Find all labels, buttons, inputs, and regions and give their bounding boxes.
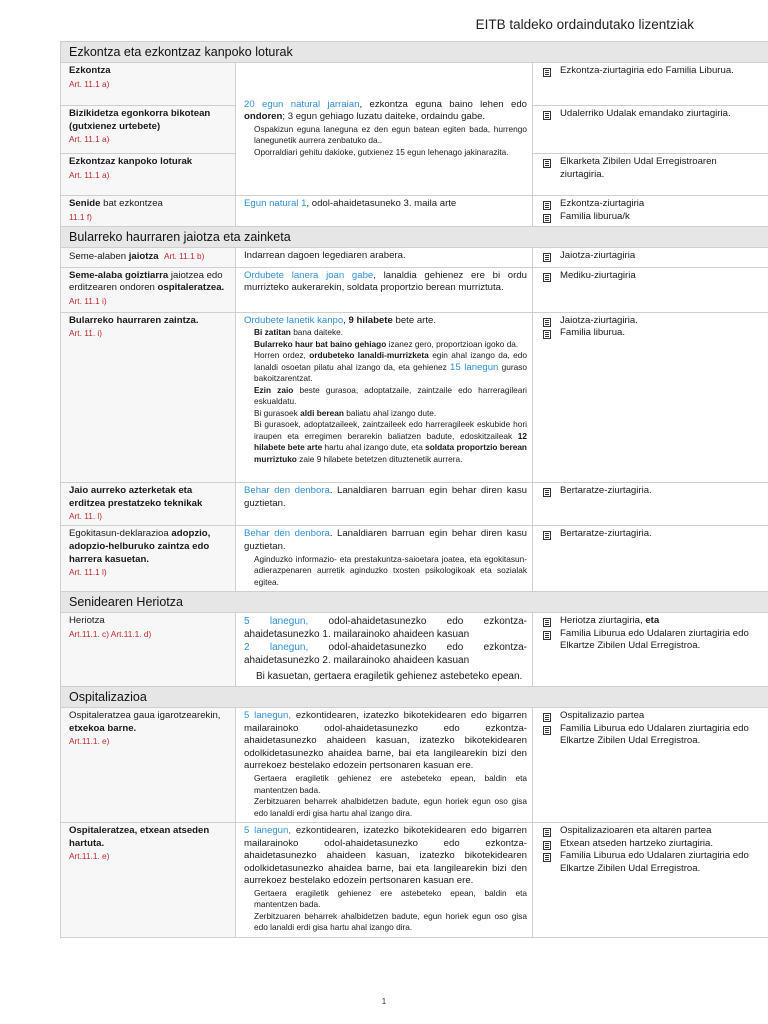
article-ref: Art. 11.1 a) <box>69 169 110 180</box>
table-row: Jaio aurreko azterketak eta erditzea prestatzeko teknikak Art. 11. l) Behar den denbora. Lanaldiaren barruan egin behar diren kasu guztietan. Bertaratze-ziurtagiria. <box>61 483 768 526</box>
document-icon <box>543 111 551 120</box>
section-birth <box>61 227 768 248</box>
section-title: Senidearen Heriotza <box>61 592 768 613</box>
document-icon <box>543 318 551 327</box>
document-item: Ezkontza-ziurtagiria edo Familia Liburua. <box>541 65 763 78</box>
duration-highlight: 2 lanegun, <box>244 642 309 654</box>
article-ref: Art. 11.1 a) <box>69 78 110 89</box>
document-item: Heriotza ziurtagiria, eta <box>541 615 763 628</box>
article-ref: 11.1 f) <box>69 211 92 222</box>
duration-highlight: 5 lanegun, <box>244 710 291 722</box>
document-item: Familia Liburua edo Udalaren ziurtagiria edo Elkartze Zibilen Udal Erregistroa. <box>541 850 763 875</box>
document-icon <box>543 253 551 262</box>
document-item: Familia Liburua edo Udalaren ziurtagiria edo Elkartze Zibilen Udal Erregistroa. <box>541 723 763 748</box>
note: Oporraldiari gehitu dakioke, gutxienez 15 egun lehenago jakinarazita. <box>254 146 509 157</box>
licenses-table <box>60 41 768 938</box>
document-item: Mediku-ziurtagiria <box>541 270 763 283</box>
article-ref: Art.11.1. e) <box>69 736 110 747</box>
row-label: Bularreko haurraren zaintza. <box>69 314 199 326</box>
article-ref: Art. 11.1 b) <box>163 251 205 262</box>
document-icon <box>543 618 551 627</box>
table-row: Ospitaleratzea gaua igarotzearekin, etxekoa barne. Art.11.1. e) 5 lanegun, ezkontidearen, izatezko bikotekidearen edo bigarren mailarainoko odol-ahaidetasunezko edo ezkontza-ahaidetasunezko ahaideen kasuan, izatezko bikotekidearen odolkidetasunezko ahaidea barne, bai eta langilearekin bizi den aurrekoez bestelako edozein pertsonaren kasuan ere. Gertaera eragiletik gehienez ere astebeteko epean, baldin eta mantentzen bada. Zerbitzuaren beharrek ahalbidetzen badute, egun horiek egun oso gisa edo lanaldi erdi gisa hartu ahal izango dira. Ospitalizazio partea Familia Liburua edo Udalaren ziurtagiria edo Elkartze Zibilen Udal Erregistroa. <box>61 708 768 823</box>
note: Aginduzko informazio- eta prestakuntza-saioetara joatea, eta egokitasun-adierazpenaren aurretik aginduzko txosten psikologikoak eta sozialak egitea. <box>254 553 527 587</box>
note: Ospakizun eguna laneguna ez den egun batean egiten bada, hurrengo lanegunetik aurrera zenbatuko da.. <box>254 123 527 146</box>
article-ref: Art.11.1. c) Art.11.1. d) <box>69 628 152 639</box>
duration-highlight: Egun natural 1 <box>244 198 307 209</box>
document-header-title: EITB taldeko ordaindutako lizentziak <box>475 17 694 32</box>
duration-highlight: Ordubete lanera joan gabe <box>244 269 374 281</box>
note: Gertaera eragiletik gehienez ere astebeteko epean, baldin eta mantentzen bada. <box>254 887 527 910</box>
duration-highlight: Ordubete lanetik kanpo <box>244 314 344 326</box>
article-ref: Art. 11.1 a) <box>69 134 110 145</box>
document-item: Familia liburua. <box>541 327 763 340</box>
table-row: Ospitaleratzea, etxean atseden hartuta. Art.11.1. e) 5 lanegun, ezkontidearen, izatezko bikotekidearen edo bigarren mailarainoko odol-ahaidetasunezko edo ezkontza-ahaidetasunezko ahaideen kasuan, izatezko bikotekidearen odolkidetasunezko ahaidea barne, bai eta langilearekin bizi den aurrekoez bestelako edozein pertsonaren kasuan ere. Gertaera eragiletik gehienez ere astebeteko epean, baldin eta mantentzen bada. Zerbitzuaren beharrek ahalbidetzen badute, egun horiek egun oso gisa edo lanaldi erdi gisa hartu ahal izango dira. Ospitalizazioaren eta altaren partea Etxean atseden hartzeko ziurtagiria. Familia Liburua edo Udalaren ziurtagiria edo Elkartze Zibilen Udal Erregistroa. <box>61 823 768 938</box>
page-number: 1 <box>381 997 387 1006</box>
section-title: Ospitalizazioa <box>61 687 768 708</box>
document-item: Bertaratze-ziurtagiria. <box>541 485 763 498</box>
document-icon <box>543 531 551 540</box>
note: Bularreko haur bat baino gehiago izanez gero, proportzioan igoko da. <box>254 338 519 349</box>
document-item: Udalerriko Udalak emandako ziurtagiria. <box>541 108 763 121</box>
note: Ezin zaio beste gurasoa, adoptatzaile, zaintzaile edo harreragileari eskualdatu. <box>254 384 528 407</box>
document-item: Ezkontza-ziurtagiria <box>541 198 763 211</box>
document-item: Jaiotza-ziurtagiria <box>541 250 763 263</box>
note: Zerbitzuaren beharrek ahalbidetzen badute, egun horiek egun oso gisa edo lanaldi erdi gisa hartu ahal izango dira. <box>254 910 527 933</box>
table-row: Egokitasun-deklarazioa adopzio, adopzio-helburuko zaintza edo harrera kasuetan. Art. 11.1 l) Behar den denbora. Lanaldiaren barruan egin behar diren kasu guztietan. Aginduzko informazio- eta prestakuntza-saioetara joatea, eta egokitasun-adierazpenaren aurretik aginduzko txosten psikologikoak eta sozialak egitea. Bertaratze-ziurtagiria. <box>61 526 768 592</box>
document-icon <box>543 330 551 339</box>
note: Bi zatitan bana daiteke. <box>254 327 344 338</box>
document-icon <box>543 713 551 722</box>
document-icon <box>543 159 551 168</box>
table-row: Heriotza Art.11.1. c) Art.11.1. d) 5 lanegun, odol-ahaidetasunezko edo ezkontza-ahaidetasunezko 1. mailarainoko ahaideen kasuan 2 lanegun, odol-ahaidetasunezko edo ezkontza-ahaidetasunezko 2. mailarainoko ahaideen kasuan Bi kasuetan, gertaera eragiletik gehienez astebeteko epean. Heriotza ziurtagiria, eta Familia Liburua edo Udalaren ziurtagiria edo Elkartze Zibilen Udal Erregistroa. <box>61 613 768 687</box>
document-item: Etxean atseden hartzeko ziurtagiria. <box>541 838 763 851</box>
document-item: Familia liburua/k <box>541 211 763 224</box>
note: Gertaera eragiletik gehienez ere astebeteko epean, baldin eta mantentzen bada. <box>254 773 527 795</box>
document-icon <box>543 214 551 223</box>
table-row: Bularreko haurraren zaintza. Art. 11. i) Ordubete lanetik kanpo, 9 hilabete bete arte. Bi zatitan bana daiteke. Bularreko haur bat baino gehiago izanez gero, proportzioan igoko da. Horren ordez, ordubeteko lanaldi-murrizketa egin ahal izango da, edo lanaldi osoetan pilatu ahal izango da, eta gehienez 15 lanegun guraso bakoitzarentzat. Ezin zaio beste gurasoa, adoptatzaile, zaintzaile edo harreragileari eskualdatu. Bi gurasoek aldi berean baliatu ahal izango dute. Bi gurasoek, adoptatzaileek, zaintzaileek edo harreragileek eskubide hori iraupen eta erregimen berarekin baliatzen badute, edoskitzaileak 12 hilabete bete arte hartu ahal izango dute, eta soldata proportzio berean murriztuko zaie 9 hilabete betetzen dituztenetik aurrera. Jaiotza-ziurtagiria. Familia liburua. <box>61 312 768 483</box>
row-label: Jaio aurreko azterketak eta erditzea prestatzeko teknikak <box>69 485 203 509</box>
row-label: Heriotza <box>69 615 105 627</box>
article-ref: Art. 11.1 l) <box>69 567 107 578</box>
table-row: Seme-alaben jaiotza Art. 11.1 b) Indarrean dagoen legediaren arabera. Jaiotza-ziurtagiria <box>61 248 768 268</box>
document-icon <box>543 488 551 497</box>
section-hospitalization <box>61 687 768 708</box>
document-item: Bertaratze-ziurtagiria. <box>541 528 763 541</box>
note: Horren ordez, ordubeteko lanaldi-murrizketa egin ahal izango da, edo lanaldi osoetan pilatu ahal izango da, eta gehienez 15 lanegun guraso bakoitzarentzat. <box>254 350 527 384</box>
document-icon <box>543 631 551 640</box>
article-ref: Art. 11. l) <box>69 511 103 522</box>
row-label: Bizikidetza egonkorra bikotean (gutxienez urtebete) <box>69 108 211 132</box>
document-icon <box>543 201 551 210</box>
section-death <box>61 592 768 613</box>
note: Zerbitzuaren beharrek ahalbidetzen badute, egun horiek egun oso gisa edo lanaldi erdi gisa hartu ahal izango dira. <box>254 796 527 818</box>
document-icon <box>543 828 551 837</box>
note: Bi kasuetan, gertaera eragiletik gehienez astebeteko epean. <box>256 671 523 683</box>
article-ref: Art. 11. i) <box>69 328 103 339</box>
document-icon <box>543 726 551 735</box>
article-ref: Art.11.1. e) <box>69 851 110 862</box>
note: Bi gurasoek aldi berean baliatu ahal izango dute. <box>254 407 437 418</box>
document-icon <box>543 841 551 850</box>
document-item: Ospitalizazio partea <box>541 710 763 723</box>
note: Bi gurasoek, adoptatzaileek, zaintzaileek edo harreragileek eskubide hori iraupen eta erregimen berarekin baliatzen badute, edoskitzaileak 12 hilabete bete arte hartu ahal izango dute, eta soldata proportzio berean murriztuko zaie 9 hilabete betetzen dituztenetik aurrera. <box>254 419 528 464</box>
duration-highlight: 5 lanegun, <box>244 616 309 628</box>
row-label: Ezkontza <box>69 65 111 76</box>
duration-highlight: 20 egun natural jarraian <box>244 98 360 110</box>
document-icon <box>543 273 551 282</box>
row-label: Ospitaleratzea, etxean atseden hartuta. <box>69 825 210 849</box>
table-row: Senide bat ezkontzea 11.1 f) Egun natural 1, odol-ahaidetasuneko 3. maila arte Ezkontza-ziurtagiria Familia liburua/k <box>61 196 768 227</box>
row-label: Ezkontzaz kanpoko loturak <box>69 156 193 167</box>
table-row: Ezkontza Art. 11.1 a) 20 egun natural jarraian, ezkontza eguna baino lehen edo ondoren; 3 egun gehiago luzatu daiteke, ordaindu gabe. Ospakizun eguna laneguna ez den egun batean egiten bada, hurrengo lanegunetik aurrera zenbatuko da.. Oporraldiari gehitu dakioke, gutxienez 15 egun lehenago jakinarazita. Ezkontza-ziurtagiria edo Familia Liburua. <box>61 63 768 106</box>
section-title: Bularreko haurraren jaiotza eta zainketa <box>61 227 768 248</box>
article-ref: Art. 11.1 i) <box>69 295 107 306</box>
table-row: Seme-alaba goiztiarra jaiotzea edo erditzearen ondoren ospitaleratzea. Art. 11.1 i) Ordubete lanera joan gabe, lanaldia gehienez ere bi ordu murrizteko aukerarekin, soldata proportzio berean murriztuta. Mediku-ziurtagiria <box>61 267 768 312</box>
duration-highlight: Behar den denbora <box>244 528 330 540</box>
document-item: Elkarketa Zibilen Udal Erregistroaren ziurtagiria. <box>541 156 763 181</box>
section-title: Ezkontza eta ezkontzaz kanpoko loturak <box>61 42 768 63</box>
document-icon <box>543 853 551 862</box>
duration-highlight: 5 lanegun, <box>244 825 291 836</box>
document-icon <box>543 68 551 77</box>
document-item: Familia Liburua edo Udalaren ziurtagiria edo Elkartze Zibilen Udal Erregistroa. <box>541 628 763 653</box>
document-item: Jaiotza-ziurtagiria. <box>541 315 763 328</box>
duration-highlight: Behar den denbora <box>244 485 330 497</box>
section-marriage <box>61 42 768 63</box>
document-item: Ospitalizazioaren eta altaren partea <box>541 825 763 838</box>
